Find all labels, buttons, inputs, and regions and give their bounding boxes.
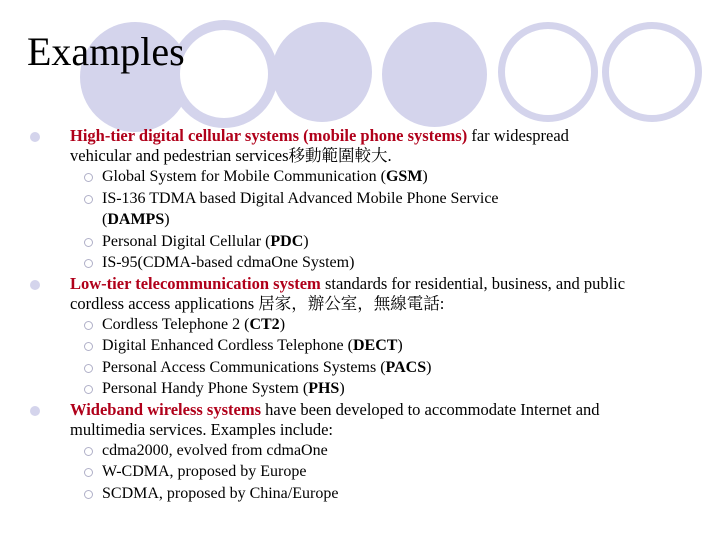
ring-bullet-icon bbox=[84, 385, 93, 394]
ring-bullet-icon bbox=[84, 238, 93, 247]
item-text: far widespread bbox=[467, 126, 569, 145]
bullet-list bbox=[0, 126, 700, 504]
decor-circle-3 bbox=[382, 22, 487, 127]
bullet-dot-icon bbox=[30, 406, 40, 416]
ring-bullet-icon bbox=[84, 468, 93, 477]
sub-text: cdma2000, evolved from cdmaOne bbox=[102, 441, 328, 459]
sub-acronym: PACS bbox=[385, 358, 427, 376]
bullet-item-high-tier bbox=[0, 126, 700, 166]
sub-text: Personal Digital Cellular ( bbox=[102, 232, 271, 250]
sub-text: ) bbox=[279, 315, 286, 333]
ring-bullet-icon bbox=[84, 342, 93, 351]
ring-bullet-icon bbox=[84, 490, 93, 499]
sub-text: ) bbox=[397, 337, 403, 354]
sub-text: Personal Access Communications Systems ( bbox=[102, 358, 386, 376]
sub-item bbox=[0, 461, 700, 483]
sub-item bbox=[0, 188, 700, 231]
item-text: multimedia services. Examples include: bbox=[70, 419, 334, 439]
decor-circle-2 bbox=[272, 22, 372, 122]
sub-text: SCDMA, proposed by China/Europe bbox=[102, 484, 339, 502]
ring-bullet-icon bbox=[84, 195, 93, 204]
sub-text: W-CDMA, proposed by Europe bbox=[102, 463, 307, 480]
sub-acronym: GSM bbox=[385, 168, 423, 185]
sub-text: ) bbox=[164, 211, 170, 228]
sub-item bbox=[0, 335, 700, 357]
sub-text: IS-136 TDMA based Digital Advanced Mobile Phone Service bbox=[102, 189, 499, 207]
bullet-item-low-tier bbox=[0, 274, 700, 314]
ring-bullet-icon bbox=[84, 321, 93, 330]
sub-acronym: PHS bbox=[308, 380, 340, 397]
item-text: vehicular and pedestrian services移動範圍較大. bbox=[70, 146, 392, 165]
item-text: cordless access applications 居家，辦公室，無線電話: bbox=[70, 293, 445, 313]
item-text: have been developed to accommodate Internet and bbox=[261, 399, 600, 419]
sub-item bbox=[0, 166, 700, 188]
sub-text: ) bbox=[426, 358, 432, 376]
sub-text: Global System for Mobile Communication ( bbox=[102, 168, 386, 185]
sub-text: IS-95(CDMA‑based cdma bbox=[102, 254, 272, 271]
ring-bullet-icon bbox=[84, 447, 93, 456]
sub-item bbox=[0, 314, 700, 336]
ring-bullet-icon bbox=[84, 259, 93, 268]
sub-text: Cordless Telephone 2 ( bbox=[102, 315, 250, 333]
sub-text: ) bbox=[422, 168, 428, 185]
sub-text: ( bbox=[102, 211, 108, 228]
sub-item bbox=[0, 378, 700, 400]
decor-ring-1 bbox=[170, 20, 278, 128]
sub-text: One System) bbox=[271, 254, 355, 271]
slide-title: Examples bbox=[27, 29, 185, 74]
item-text: standards for residential, business, and public bbox=[320, 273, 626, 293]
item-lead: High‑tier digital cellular systems (mobile phone systems) bbox=[70, 126, 468, 145]
sub-text: Digital Enhanced Cordless Telephone ( bbox=[102, 337, 353, 354]
sub-item bbox=[0, 231, 700, 253]
ring-bullet-icon bbox=[84, 364, 93, 373]
sub-text: ) bbox=[339, 380, 345, 397]
bullet-dot-icon bbox=[30, 280, 40, 290]
sub-acronym: CT2 bbox=[249, 315, 280, 333]
decor-ring-3 bbox=[602, 22, 702, 122]
item-lead: Wideband wireless systems bbox=[70, 399, 261, 419]
sub-text: Personal Handy Phone System ( bbox=[102, 380, 309, 397]
item-lead: Low-tier telecommunication system bbox=[70, 273, 321, 293]
sub-text: ) bbox=[303, 232, 309, 250]
bullet-item-wideband bbox=[0, 400, 700, 440]
sub-item bbox=[0, 252, 700, 274]
sub-acronym: DECT bbox=[352, 337, 398, 354]
sub-acronym: PDC bbox=[270, 232, 304, 250]
sub-acronym: DAMPS bbox=[107, 211, 165, 228]
bullet-dot-icon bbox=[30, 132, 40, 142]
sub-item bbox=[0, 440, 700, 462]
sub-item bbox=[0, 483, 700, 505]
ring-bullet-icon bbox=[84, 173, 93, 182]
sub-item bbox=[0, 357, 700, 379]
decor-ring-2 bbox=[498, 22, 598, 122]
